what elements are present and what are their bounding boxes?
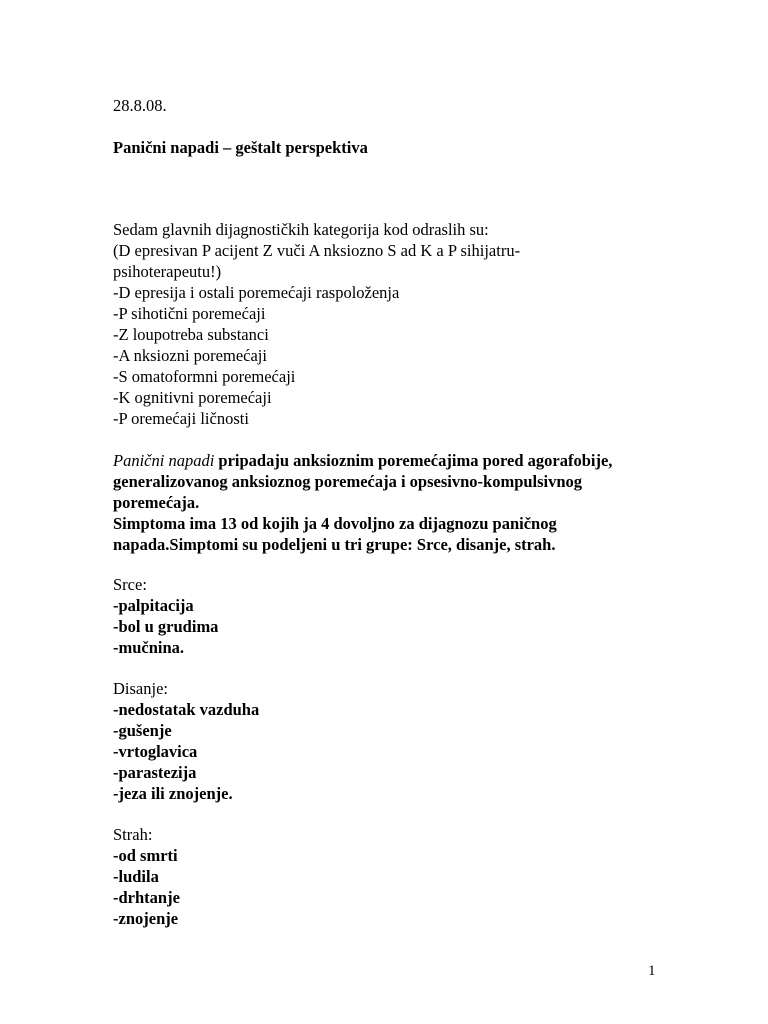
symptom-item: -mučnina. [113,638,185,657]
group-title-strah: Strah: [113,825,153,844]
symptom-item: -parastezija [113,763,197,782]
paragraph-line-3: poremećaja. [113,493,200,512]
symptom-item: -od smrti [113,846,178,865]
symptom-item: -nedostatak vazduha [113,700,260,719]
group-title-disanje: Disanje: [113,679,168,698]
intro-heading: Sedam glavnih dijagnostičkih kategorija kod odraslih su: [113,220,489,239]
group-title-srce: Srce: [113,575,147,594]
intro-mnemonic-line-2: psihoterapeutu!) [113,262,222,281]
document-title: Panični napadi – geštalt perspektiva [113,138,368,157]
symptom-item: -vrtoglavica [113,742,198,761]
page-number: 1 [648,963,656,979]
symptom-item: -palpitacija [113,596,194,615]
paragraph-line-1-rest: pripadaju anksioznim poremećajima pored agorafobije, [214,451,613,470]
category-item: -P oremećaji ličnosti [113,409,249,428]
symptom-item: -jeza ili znojenje. [113,784,233,803]
category-item: -A nksiozni poremećaji [113,346,267,365]
symptom-item: -znojenje [113,909,179,928]
symptom-item: -bol u grudima [113,617,219,636]
category-item: -S omatoformni poremećaji [113,367,296,386]
symptom-item: -drhtanje [113,888,180,907]
intro-mnemonic-line-1: (D epresivan P acijent Z vuči A nksiozno S ad K a P sihijatru- [113,241,521,260]
paragraph-line-4: Simptoma ima 13 od kojih ja 4 dovoljno za dijagnozu paničnog [113,514,557,533]
document-date: 28.8.08. [113,96,167,115]
symptom-item: -gušenje [113,721,172,740]
paragraph-line-1 [113,450,612,471]
paragraph-line-5: napada.Simptomi su podeljeni u tri grupe: Srce, disanje, strah. [113,535,556,554]
italic-term: Panični napadi [113,451,215,470]
category-item: -K ognitivni poremećaji [113,388,272,407]
category-item: -Z loupotreba substanci [113,325,269,344]
category-item: -P sihotični poremećaji [113,304,266,323]
paragraph-line-2: generalizovanog anksioznog poremećaja i opsesivno-kompulsivnog [113,472,583,491]
category-item: -D epresija i ostali poremećaji raspoloženja [113,283,400,302]
symptom-item: -ludila [113,867,159,886]
